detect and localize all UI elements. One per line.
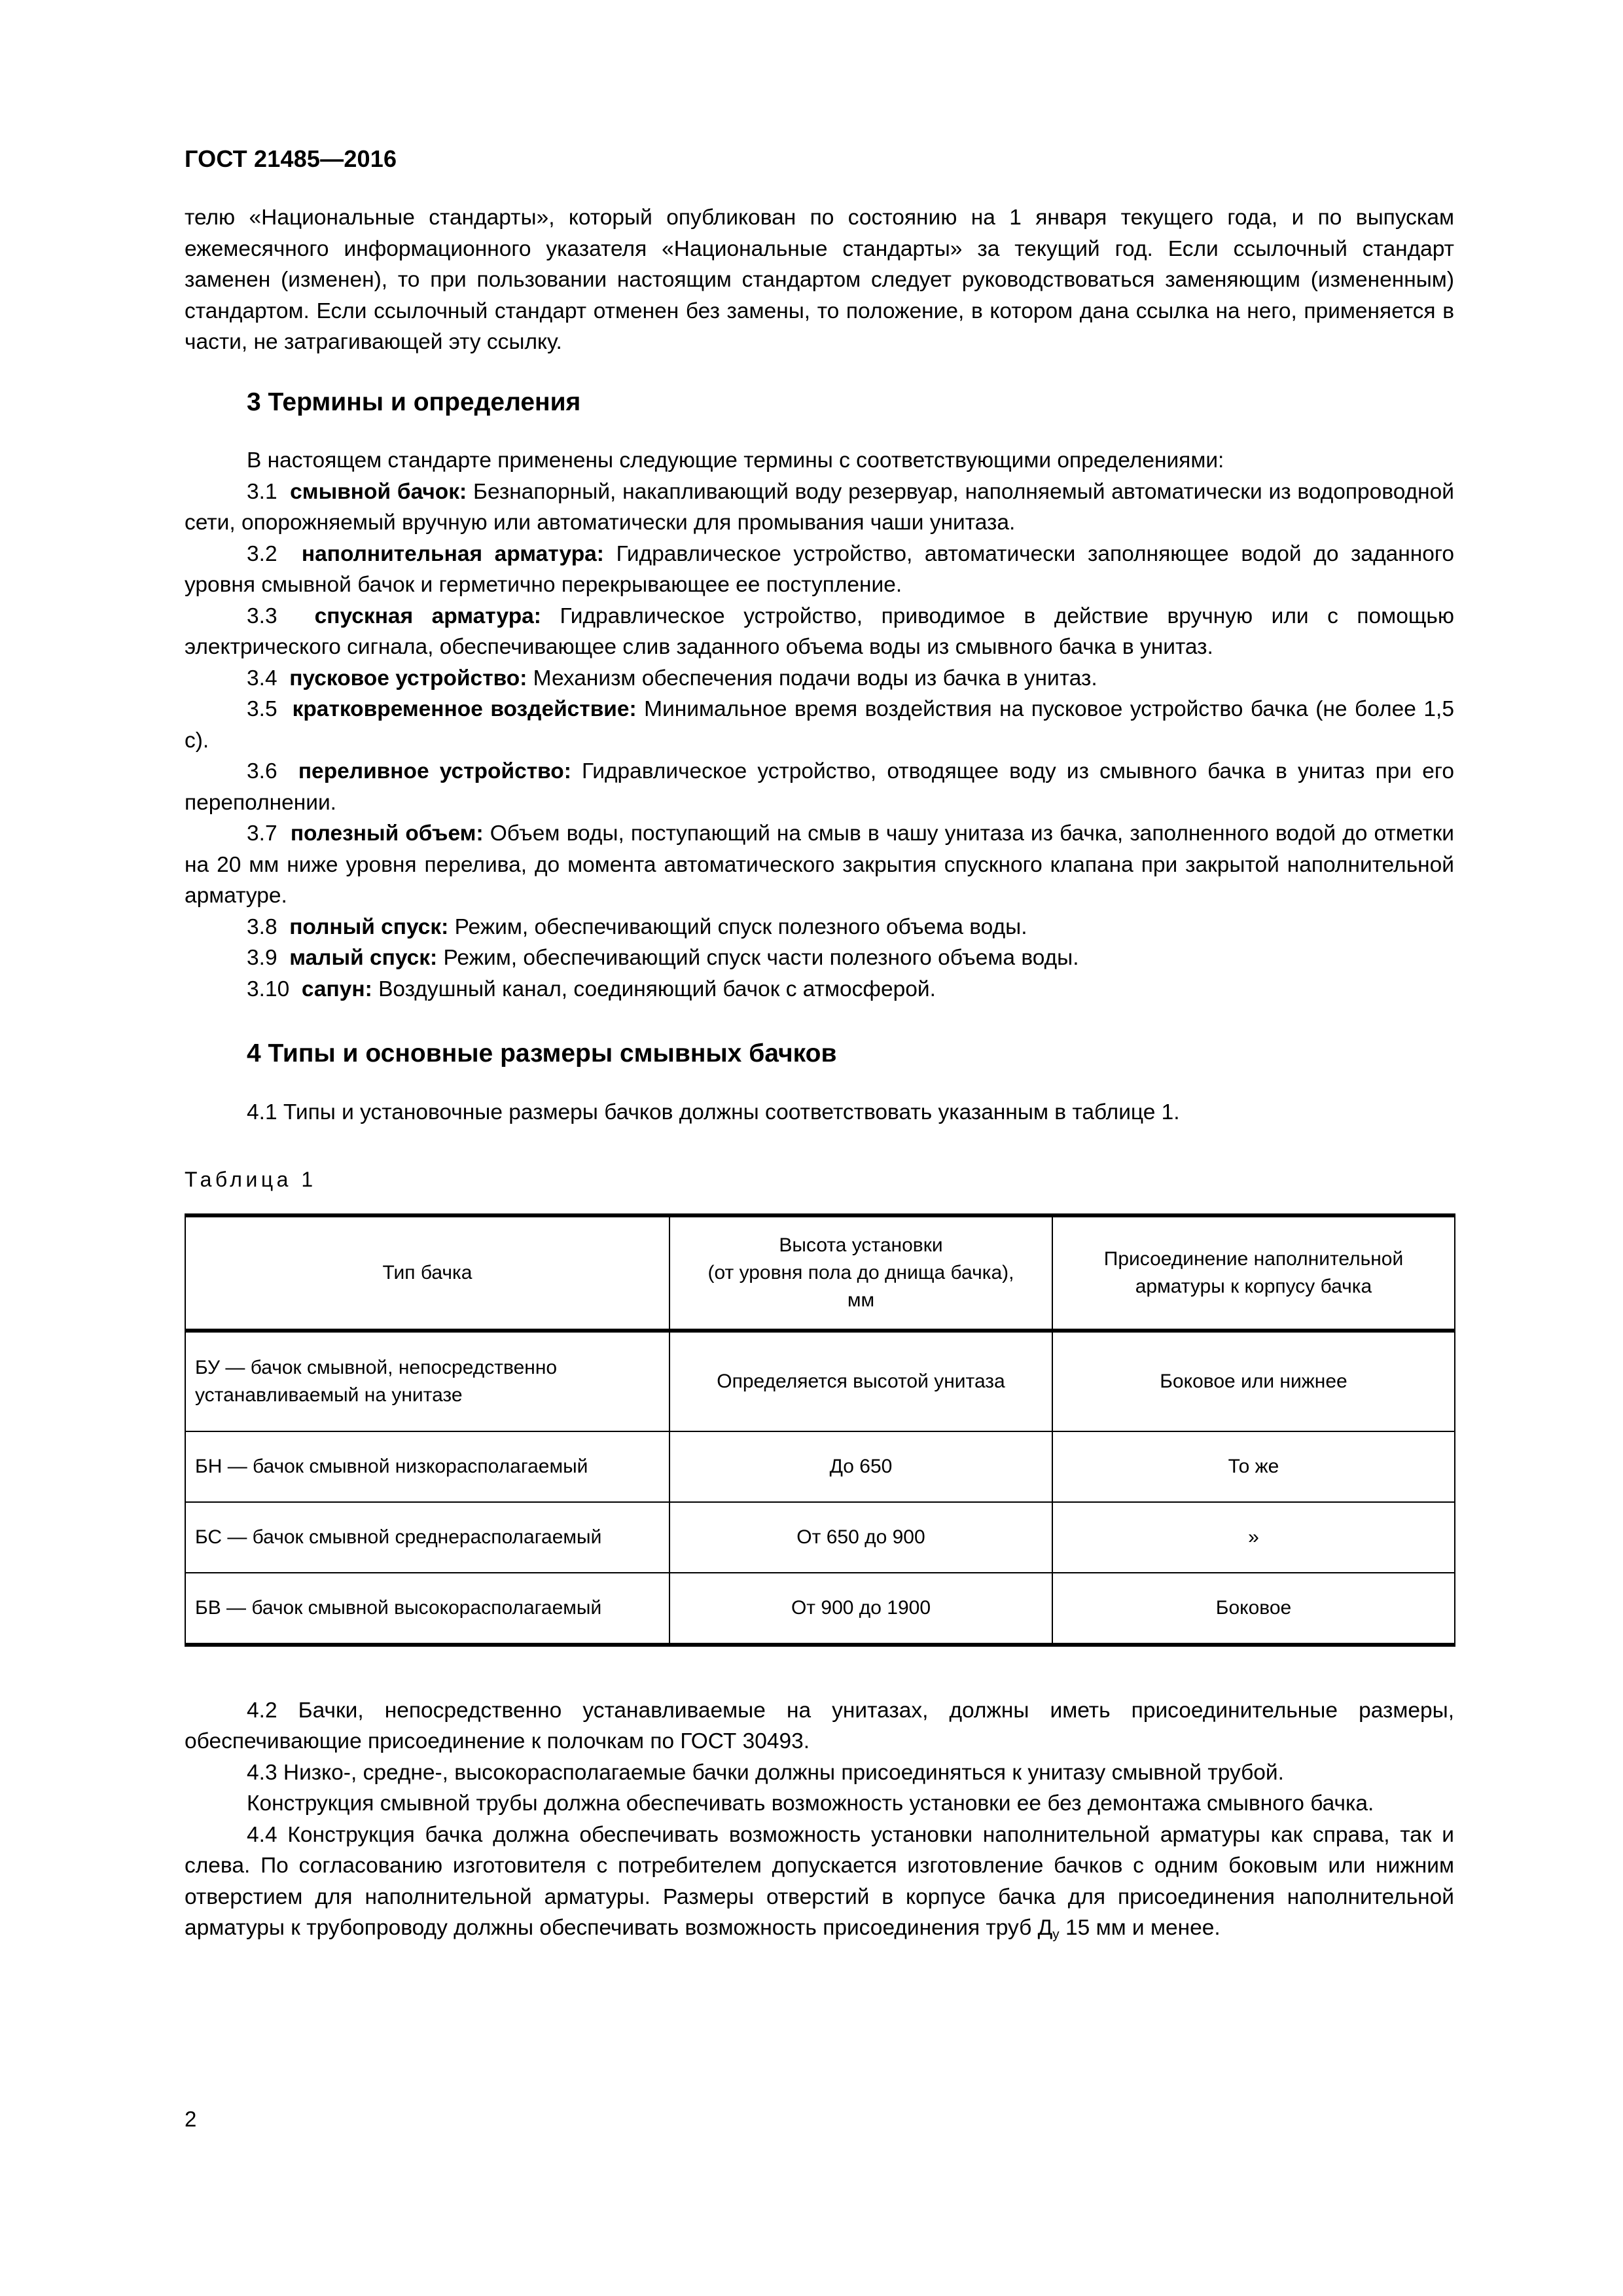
definition-term: полезный объем: bbox=[290, 821, 484, 846]
clause-4-4-subscript: у bbox=[1052, 1927, 1060, 1943]
table-body bbox=[185, 1331, 1455, 1645]
definition-term: наполнительная арматура: bbox=[301, 541, 604, 566]
definition-number: 3.8 bbox=[247, 914, 277, 939]
table-cell-height: От 650 до 900 bbox=[669, 1502, 1052, 1573]
table-header-cell-height bbox=[669, 1215, 1052, 1331]
clause-4-4-text-part1: 4.4 Конструкция бачка должна обеспечивать возможность установки наполнительной арматуры как справа, так и слева. По согласованию изготовителя с потребителем допускается изготовление бачков с одним боковым или нижним отверстием для наполнительной арматуры. Размеры отверстий в корпусе бачка для присоединения наполнительной арматуры к трубопроводу должны обеспечивать возможность присоединения труб Д bbox=[185, 1822, 1454, 1941]
table-header-cell-connection bbox=[1052, 1215, 1455, 1331]
table-cell-height: От 900 до 1900 bbox=[669, 1573, 1052, 1645]
definition-term: переливное устройство: bbox=[298, 759, 571, 784]
definition-number: 3.7 bbox=[247, 821, 277, 846]
table-cell-type: БН — бачок смывной низкорасполагаемый bbox=[185, 1431, 669, 1502]
table-header bbox=[185, 1215, 1455, 1331]
table-row bbox=[185, 1431, 1455, 1502]
definition-number: 3.4 bbox=[247, 666, 277, 691]
definition-text: Воздушный канал, соединяющий бачок с атмосферой. bbox=[372, 977, 936, 1001]
table-cell-connection: Боковое или нижнее bbox=[1052, 1331, 1455, 1431]
running-head: ГОСТ 21485—2016 bbox=[185, 145, 397, 172]
definition-text: Минимальное время воздействия на пусковое устройство бачка (не более 1,5 с). bbox=[185, 697, 1454, 753]
definition-number: 3.10 bbox=[247, 977, 290, 1001]
definition-term: смывной бачок: bbox=[290, 479, 467, 504]
definition-3-5 bbox=[185, 694, 1454, 756]
definition-3-4 bbox=[185, 663, 1454, 694]
clause-4-2: 4.2 Бачки, непосредственно устанавливаемые на унитазах, должны иметь присоединительные размеры, обеспечивающие присоединение к полочкам по ГОСТ 30493. bbox=[185, 1698, 1454, 1754]
table-row bbox=[185, 1573, 1455, 1645]
definition-number: 3.5 bbox=[247, 697, 277, 722]
definition-number: 3.1 bbox=[247, 479, 277, 504]
table-1 bbox=[185, 1213, 1455, 1647]
definition-term: сапун: bbox=[301, 977, 372, 1001]
intro-paragraph: телю «Национальные стандарты», который опубликован по состоянию на 1 января текущего года, и по выпускам ежемесячного информационного указателя «Национальные стандарты» за текущий год. Если ссылочный стандарт заменен (изменен), то при пользовании настоящим стандартом следует руководствоваться заменяющим (измененным) стандартом. Если ссылочный стандарт отменен без замены, то положение, в котором дана ссылка на него, применяется в части, не затрагивающей эту ссылку. bbox=[185, 206, 1454, 354]
definition-3-2 bbox=[185, 539, 1454, 601]
definition-text: Механизм обеспечения подачи воды из бачка в унитаз. bbox=[527, 666, 1097, 691]
table-cell-connection: » bbox=[1052, 1502, 1455, 1573]
definition-term: спускная арматура: bbox=[314, 603, 541, 628]
table-header-cell-type: Тип бачка bbox=[185, 1215, 669, 1331]
table-cell-type: БУ — бачок смывной, непосредственно устанавливаемый на унитазе bbox=[185, 1331, 669, 1431]
table-header-row bbox=[185, 1215, 1455, 1331]
definition-term: полный спуск: bbox=[289, 914, 449, 939]
table-row bbox=[185, 1502, 1455, 1573]
header-height-line1: Высота установки bbox=[779, 1234, 943, 1256]
table-cell-height: Определяется высотой унитаза bbox=[669, 1331, 1052, 1431]
definition-3-6 bbox=[185, 756, 1454, 818]
header-connection-line2: арматуры к корпусу бачка bbox=[1135, 1275, 1372, 1297]
definition-number: 3.3 bbox=[247, 603, 277, 628]
table-cell-type: БС — бачок смывной среднерасполагаемый bbox=[185, 1502, 669, 1573]
definition-number: 3.6 bbox=[247, 759, 277, 784]
definition-text: Гидравлическое устройство, отводящее воду из смывного бачка в унитаз при его переполнении. bbox=[185, 759, 1454, 815]
clause-4-3-continued: Конструкция смывной трубы должна обеспечивать возможность установки ее без демонтажа смывного бачка. bbox=[247, 1791, 1374, 1816]
definition-3-10 bbox=[185, 974, 1454, 1005]
table-cell-connection: Боковое bbox=[1052, 1573, 1455, 1645]
definition-3-1 bbox=[185, 476, 1454, 539]
definition-term: кратковременное воздействие: bbox=[292, 697, 637, 722]
header-connection-line1: Присоединение наполнительной bbox=[1103, 1247, 1404, 1270]
definition-3-7 bbox=[185, 818, 1454, 912]
table-cell-type: БВ — бачок смывной высокорасполагаемый bbox=[185, 1573, 669, 1645]
definition-term: малый спуск: bbox=[289, 946, 438, 971]
page-number: 2 bbox=[185, 2107, 197, 2131]
table-cell-connection: То же bbox=[1052, 1431, 1455, 1502]
clause-4-1: 4.1 Типы и установочные размеры бачков должны соответствовать указанным в таблице 1. bbox=[247, 1100, 1180, 1125]
header-height-line2: (от уровня пола до днища бачка), bbox=[707, 1261, 1014, 1283]
definition-text: Безнапорный, накапливающий воду резервуар, наполняемый автоматически из водопроводной сети, опорожняемый вручную или автоматически для промывания чаши унитаза. bbox=[185, 479, 1454, 535]
table-row bbox=[185, 1331, 1455, 1431]
definition-text: Режим, обеспечивающий спуск полезного объема воды. bbox=[448, 914, 1027, 939]
section-3-lead: В настоящем стандарте применены следующие термины с соответствующими определениями: bbox=[247, 448, 1224, 473]
definition-text: Режим, обеспечивающий спуск части полезного объема воды. bbox=[437, 946, 1079, 971]
table-cell-height: До 650 bbox=[669, 1431, 1052, 1502]
definition-text: Гидравлическое устройство, автоматически заполняющее водой до заданного уровня смывной бачок и герметично перекрывающее ее поступление. bbox=[185, 541, 1454, 598]
header-height-line3: мм bbox=[847, 1289, 875, 1311]
definition-3-8 bbox=[185, 912, 1454, 943]
definition-term: пусковое устройство: bbox=[289, 666, 527, 691]
definition-number: 3.2 bbox=[247, 541, 277, 566]
section-4-heading: 4 Типы и основные размеры смывных бачков bbox=[247, 1039, 837, 1068]
definition-3-3 bbox=[185, 601, 1454, 663]
definition-text: Гидравлическое устройство, приводимое в действие вручную или с помощью электрического сигнала, обеспечивающее слив заданного объема воды из смывного бачка в унитаз. bbox=[185, 603, 1454, 660]
clause-4-4-text-part2: 15 мм и менее. bbox=[1059, 1916, 1221, 1941]
section-3-heading: 3 Термины и определения bbox=[247, 387, 581, 416]
clause-4-3: 4.3 Низко-, средне-, высокорасполагаемые бачки должны присоединяться к унитазу смывной трубой. bbox=[247, 1760, 1284, 1785]
definition-text: Объем воды, поступающий на смыв в чашу унитаза из бачка, заполненного водой до отметки на 20 мм ниже уровня перелива, до момента автоматического закрытия спускного клапана при закрытой наполнительной арматуре. bbox=[185, 821, 1454, 908]
definition-number: 3.9 bbox=[247, 946, 277, 971]
table-caption: Таблица 1 bbox=[185, 1167, 317, 1191]
clause-4-4 bbox=[185, 1820, 1454, 1950]
definition-3-9 bbox=[185, 942, 1454, 974]
